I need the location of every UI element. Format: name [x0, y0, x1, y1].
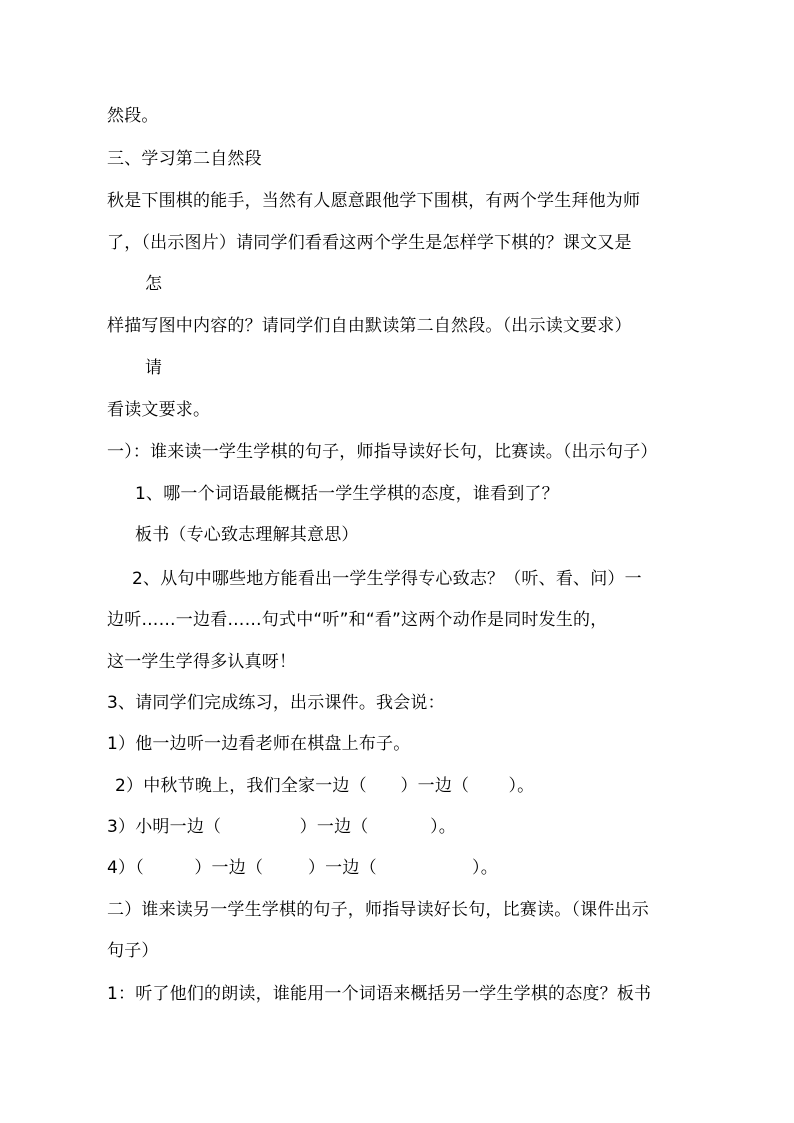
- subsection-heading-2: 二）谁来读另一学生学棋的句子，师指导读好长句，比赛读。（课件出示: [107, 900, 649, 920]
- text-line-8: 看读文要求。: [107, 400, 211, 420]
- question-1: 1、哪一个词语最能概括一学生学棋的态度，谁看到了？: [135, 484, 559, 504]
- exercise-instruction: 3、请同学们完成练习，出示课件。我会说：: [107, 693, 445, 713]
- board-note-1: 板书（专心致志理解其意思）: [135, 525, 359, 545]
- text-line-21: 句子）: [107, 941, 159, 961]
- exercise-item-3: 3）小明一边（ ）一边（ ）。: [107, 817, 457, 837]
- exercise-item-1: 1）他一边听一边看老师在棋盘上布子。: [107, 734, 411, 754]
- question-3: 1：听了他们的朗读，谁能用一个词语来概括另一学生学棋的态度？板书: [107, 984, 652, 1004]
- text-line-7: 请: [145, 358, 163, 378]
- text-line-6: 样描写图中内容的？请同学们自由默读第二自然段。（出示读文要求）: [107, 316, 632, 336]
- text-line-14: 这一学生学得多认真呀！: [107, 652, 297, 672]
- text-line-1: 然段。: [107, 106, 159, 126]
- text-line-5: 怎: [145, 274, 163, 294]
- question-2: 2、从句中哪些地方能看出一学生学得专心致志？（听、看、问）一: [132, 569, 642, 589]
- text-line-4: 了，（出示图片）请同学们看看这两个学生是怎样学下棋的？课文又是: [107, 233, 632, 253]
- text-line-13: 边听……一边看……句式中“听”和“看”这两个动作是同时发生的，: [107, 610, 608, 630]
- section-heading: 三、学习第二自然段: [107, 149, 262, 169]
- exercise-item-2: 2）中秋节晚上，我们全家一边（ ）一边（ ）。: [115, 776, 535, 796]
- text-line-3: 秋是下围棋的能手，当然有人愿意跟他学下围棋，有两个学生拜他为师: [107, 191, 641, 211]
- subsection-heading-1: 一）：谁来读一学生学棋的句子，师指导读好长句，比赛读。（出示句子）: [107, 442, 658, 462]
- exercise-item-4: 4）（ ）一边（ ）一边（ ）。: [107, 858, 498, 878]
